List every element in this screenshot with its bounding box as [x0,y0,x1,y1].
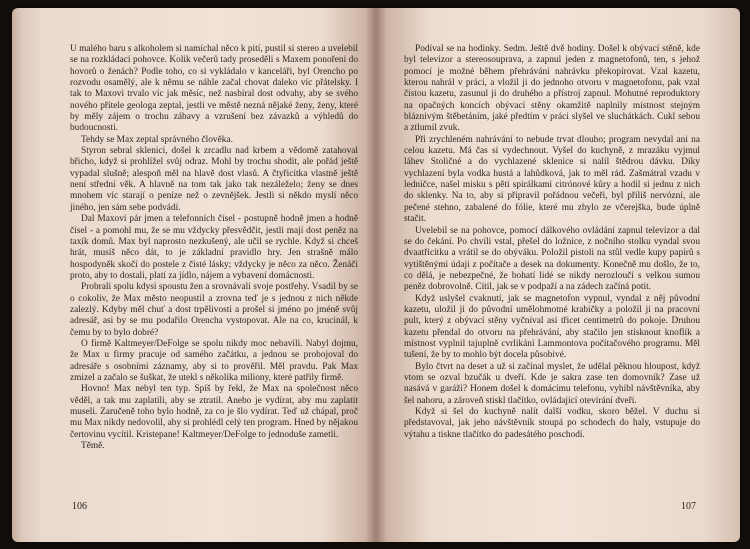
paragraph: Probrali spolu kdysi spoustu žen a srovnávali svoje postřehy. Vsadil by se o cokoliv, že Max město neopustil a zrovna teď je s jednou z nich někde zalezlý. Kdyby měl chuť a dost trpělivosti a prošel si jméno po jméně svůj adresář, asi by se mu podařilo Orencha vystopovat. Ale na co, krucinál, k čemu by to bylo dobré? [70,282,358,338]
paragraph: Těmě. [81,441,105,452]
book-spread [12,8,740,542]
right-page [376,8,740,542]
paragraph: O firmě Kaltmeyer/DeFolge se spolu nikdy moc nebavili. Nabyl dojmu, že Max u firmy pracuje od samého začátku, a jednou se probojoval do adresáře s osobními záznamy, aby si to prověřil. Měl pravdu. Pak Max zmizel a začalo se šuškat, že utekl s několika miliony, které patřily firmě. [70,338,358,383]
paragraph: Styron sebral sklenici, došel k zrcadlu nad krbem a vědomě zatahoval břicho, když si prohlížel svůj odraz. Mohl by trochu shodit, ale pořád ještě vypadal slušně; alespoň měl na hlavě dost vlasů. A čtyřicítka vlastně ještě není střední věk. A hlavně na tom tak jako tak nezáleželo; ženy se dnes mnohem víc starají o peníze než o zevnějšek. Jestli si někdo myslí něco jiného, jen sám sebe podvádí. [70,146,358,213]
paragraph: Když uslyšel cvaknutí, jak se magnetofon vypnul, vyndal z něj původní kazetu, uložil ji do původní umělohmotné krabičky a položil ji na pracovní pult, který z obývací stěny vyčníval asi třicet centimetrů do pokoje. Druhou kazetu přendal do otvoru na přehrávání, aby stačilo jen stisknout knoflík a místnost vyplnil tajuplně cvrlikání Lammontova počítačového programu. Měl tušení, že by to mohlo být docela působivé. [404,293,700,361]
page-number: 106 [72,501,87,512]
paragraph: Při zrychleném nahrávání to nebude trvat dlouho; program nevydal ani na celou kazetu. Má čas si vydechnout. Vyšel do kuchyně, z mrazáku vyjmul láhev Stoličné a do vychlazené sklenice si nalil štědrou dávku. Díky vychlazení byla vodka hustá a lahůdková, jak to měl rád. Zašmátral vzadu v ledničce, našel misku s pěti spirálkami citrónové kůry a hodil si jednu z nich do sklenky. Na to, aby si připravil pořádnou večeři, byl příliš nervózní, ale pečené stehno, zabalené do fólie, které mu zbylo ze včerejška, bude úplně stačit. [404,134,700,225]
left-page-text [70,44,358,452]
paragraph: Dal Maxovi pár jmen a telefonních čísel - postupně hodně jmen a hodně čísel - a pomohl mu, že se mu vždycky přesvědčit, jestli mají dost peněz na taxík domů. Max byl naprosto nezkušený, ale učil se rychle. Když si chceš hrát, musíš něco dát, to je základní pravidlo hry. Jen strašně málo hospodyněk skočí do postele z čisté lásky; vždycky je něco za něco. Ženáči proto, aby to dostali, platí za jídlo, nájem a vybavení domácnosti. [70,214,358,281]
paragraph: U malého baru s alkoholem si namíchal něco k pití, pustil si stereo a uvelebil se na rozkládací pohovce. Kolik večerů tady proseděli s Maxem ponořeni do hovorů o ženách? Podle toho, co si vykládalo v kanceláři, byl Orencho po rozvodu osamělý, ale k němu se náhle začal chovat daleko víc přátelsky. I tak to Maxovi trvalo víc jak měsíc, než nasbíral dost odvahy, aby se svého nového přítele geologa zeptal, jestli ve městě nezná nějaké ženy, ženy, které by měly zájem o trochu zábavy a vzrušení bez závazků a výhledů do budoucnosti. [70,44,358,134]
paragraph: Bylo čtvrt na deset a už si začínal myslet, že udělal pěknou hloupost, když vtom se ozval bzučák u dveří. Kde je sakra zase ten domovník? Zase už nasává v garáži? Honem došel k domácímu telefonu, vyhibl návštěvníka, aby šel nahoru, a zároveň stiskl tlačítko, ovládající otevírání dveří. [404,361,700,406]
paragraph: Tehdy se Max zeptal správného člověka. [81,134,233,145]
paragraph: Podíval se na hodinky. Sedm. Ještě dvě hodiny. Došel k obývací stěně, kde byl televizor a stereosouprava, a zapnul jeden z magnetofonů, ten, s jehož pomocí je možné během přehrávání nahrávku překopírovat. Vzal kazetu, kterou nahrál v práci, a vložil ji do jednoho otvoru v magnetofonu, pak vzal čistou kazetu, zasunul ji do druhého a přístroj zapnul. Mohutné reproduktory na opačných koncích obývací stěny okamžitě naplnily místnost stejným bláznivým štěbetáním, jaké předtím v práci slyšel ve sluchátkách. Cukl sebou a ztlumil zvuk. [404,44,700,134]
paragraph: Uvelebil se na pohovce, pomocí dálkového ovládání zapnul televizor a dal se do čekání. Po chvíli vstal, přešel do ložnice, z nočního stolku vyndal svou dvaatřicítku a vrátil se do obýváku. Položil pistoli na stůl vedle kupy papírů s vytištěnými údaji z počítače a desek na dokumenty. Konečně mu došlo, že to, co dělá, je nebezpečné, že bohatí lidé se nikdy nerozloučí s velkou sumou peněz dobrovolně. Cítil, jak se v podpaží a na zádech začíná potit. [404,225,700,293]
paragraph: Hovno! Max nebyl ten typ. Spíš by řekl, že Max na společnost něco věděl, a tak mu zaplatili, aby se ztratil. Anebo je vydírat, aby mu zaplatit museli. Zaručeně toho bylo hodně, za co je šlo vydírat. Teď už chápal, proč mu Max nikdy nedovolil, aby si prohlédl celý ten program. Hned by nějakou čertovinu vycítil. Kristepane! Kaltmeyer/DeFolge to jednoduše zametli. [70,384,358,440]
left-page [12,8,376,542]
page-number: 107 [681,501,696,512]
paragraph: Když si šel do kuchyně nalít další vodku, skoro běžel. V duchu si představoval, jak jeho návštěvník stoupá po schodech do haly, vstupuje do výtahu a tiskne tlačítko do padesátého poschodí. [404,407,700,440]
right-page-text [404,44,700,441]
